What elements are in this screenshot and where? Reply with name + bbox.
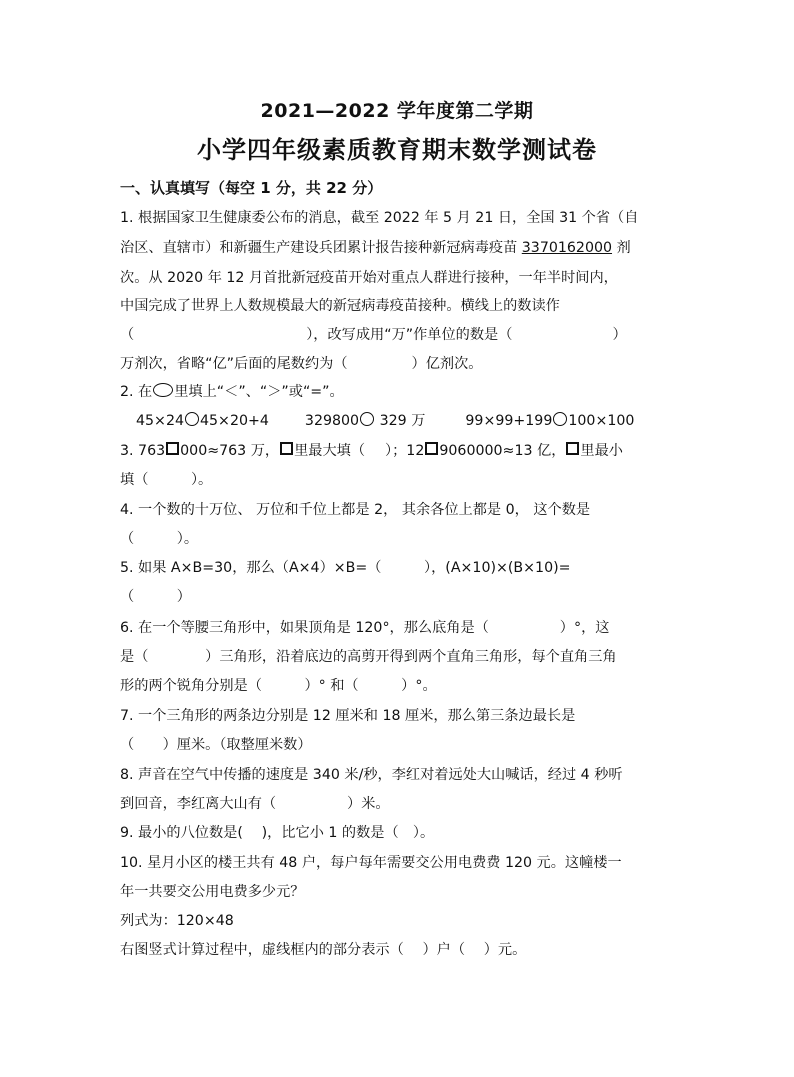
q6-line3: 形的两个锐角分别是（ ）° 和（ ）°。 xyxy=(120,678,437,694)
exam-main-title: 小学四年级素质教育期末数学测试卷 xyxy=(197,136,597,164)
q5-line1: 5. 如果 A×B=30，那么（A×4）×B=（ ），(A×10)×(B×10)= xyxy=(120,560,571,576)
expr3-right: 100×100 xyxy=(568,413,635,429)
circle-blank-icon[interactable] xyxy=(553,412,567,426)
blank-open: （ xyxy=(120,327,135,343)
q3-text-f: 里最小 xyxy=(580,443,623,459)
q10-line4: 右图竖式计算过程中，虚线框内的部分表示（ ）户（ ）元。 xyxy=(120,942,527,958)
square-blank-icon xyxy=(566,442,579,455)
q5-line2: （ ） xyxy=(120,589,191,605)
expr3-left: 99×99+199 xyxy=(465,413,553,429)
q7-line2: （ ）厘米。（取整厘米数） xyxy=(120,737,312,753)
q2-text-end: 里填上“＜”、“＞”或“=”。 xyxy=(174,384,344,400)
q1-line2 xyxy=(120,238,631,258)
q8-line2: 到回音，李红离大山有（ ）米。 xyxy=(120,796,390,812)
square-blank-icon[interactable] xyxy=(166,442,179,455)
q1-line2-text: 治区、直辖市）和新疆生产建设兵团累计报告接种新冠病毒疫苗 xyxy=(120,240,522,256)
expr1-right: 45×20+4 xyxy=(200,413,269,429)
square-blank-icon[interactable] xyxy=(425,442,438,455)
q4-line2: （ ）。 xyxy=(120,531,199,547)
section-heading: 一、认真填写（每空 1 分，共 22 分） xyxy=(120,179,383,197)
q10-line3: 列式为：120×48 xyxy=(120,913,234,929)
exam-term-title: 2021—2022 学年度第二学期 xyxy=(260,100,534,122)
blank-close: ） xyxy=(612,327,627,343)
circle-blank-icon xyxy=(153,383,173,397)
q1-line6 xyxy=(120,354,482,374)
expr1-left: 45×24 xyxy=(136,413,184,429)
q1-line2-end: 剂 xyxy=(612,240,631,256)
q8-line1: 8. 声音在空气中传播的速度是 340 米/秒，李红对着远处大山喊话，经过 4 秒听 xyxy=(120,767,623,783)
q4-line1: 4. 一个数的十万位、 万位和千位上都是 2， 其余各位上都是 0， 这个数是 xyxy=(120,502,591,518)
expr2-right: 329 万 xyxy=(375,413,426,429)
q2-line1 xyxy=(120,382,344,402)
square-blank-icon xyxy=(280,442,293,455)
q10-line2: 年一共要交公用电费多少元？ xyxy=(120,884,305,900)
q9-line1: 9. 最小的八位数是( )，比它小 1 的数是（ ）。 xyxy=(120,825,435,841)
q3-text-c: 里最大填（ xyxy=(294,443,366,459)
q1-line4: 中国完成了世界上人数规模最大的新冠病毒疫苗接种。横线上的数读作 xyxy=(120,298,560,314)
circle-blank-icon[interactable] xyxy=(360,412,374,426)
q1-line5 xyxy=(120,325,627,345)
q6-line2: 是（ ）三角形，沿着底边的高剪开得到两个直角三角形，每个直角三角 xyxy=(120,649,617,665)
q3-text-e: 9060000≈13 亿， xyxy=(439,443,566,459)
q1-line3: 次。从 2020 年 12 月首批新冠疫苗开始对重点人群进行接种，一年半时间内， xyxy=(120,270,618,286)
q1-line6-text: 万剂次，省略“亿”后面的尾数约为（ xyxy=(120,356,348,372)
q7-line1: 7. 一个三角形的两条边分别是 12 厘米和 18 厘米，那么第三条边最长是 xyxy=(120,708,576,724)
underlined-number: 3370162000 xyxy=(521,240,613,256)
q3-text-b: 000≈763 万， xyxy=(180,443,280,459)
q3-line1 xyxy=(120,441,623,461)
q3-text-d: ）；12 xyxy=(385,443,425,459)
q10-line1: 10. 星月小区的楼王共有 48 户，每户每年需要交公用电费费 120 元。这幢楼一 xyxy=(120,855,622,871)
q1-line6-end: ）亿剂次。 xyxy=(411,356,483,372)
q1-line1: 1. 根据国家卫生健康委公布的消息，截至 2022 年 5 月 21 日，全国 31 个省（自 xyxy=(120,210,639,226)
q6-line1: 6. 在一个等腰三角形中，如果顶角是 120°，那么底角是（ ）°，这 xyxy=(120,620,610,636)
q3-line2: 填（ ）。 xyxy=(120,472,213,488)
expr2-left: 329800 xyxy=(304,413,360,429)
q1-line5-mid: ），改写成用“万”作单位的数是（ xyxy=(306,327,513,343)
q3-text-a: 3. 763 xyxy=(120,443,166,459)
q2-expressions xyxy=(136,411,634,431)
circle-blank-icon[interactable] xyxy=(185,412,199,426)
q2-text: 2. 在 xyxy=(120,384,153,400)
